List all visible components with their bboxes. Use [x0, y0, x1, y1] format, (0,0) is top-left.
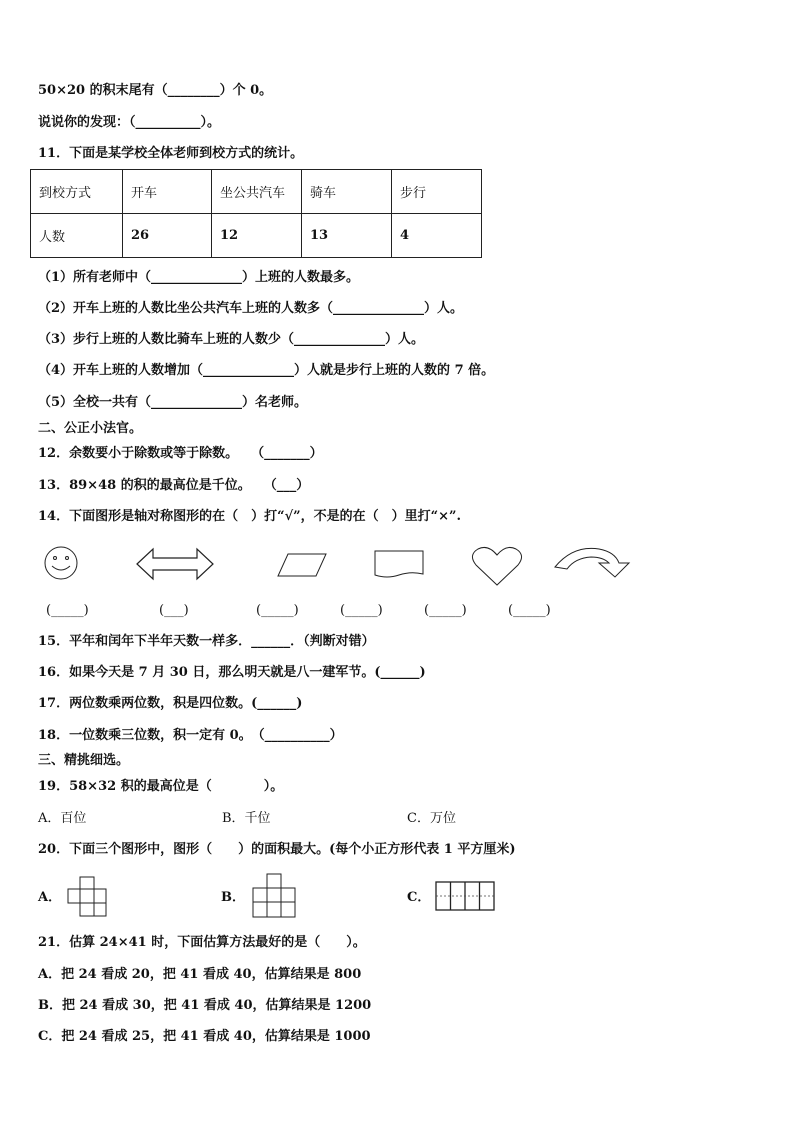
table-cell: 步行 — [392, 170, 482, 214]
q21-option-c[interactable]: C．把 24 看成 25，把 41 看成 40，估算结果是 1000 — [38, 1029, 371, 1044]
table-cell: 开车 — [123, 170, 212, 214]
q11-sub-3: （3）步行上班的人数比骑车上班的人数少（______________）人。 — [38, 332, 425, 347]
q20-option-a-label[interactable]: A． — [38, 890, 62, 905]
grid-figure-c — [434, 880, 498, 914]
table-cell: 26 — [123, 214, 212, 258]
q19-option-b[interactable]: B．千位 — [222, 811, 271, 826]
grid-figure-a — [66, 875, 110, 919]
q21-option-b[interactable]: B．把 24 看成 30，把 41 看成 40，估算结果是 1200 — [38, 998, 372, 1013]
q10-line-2: 说说你的发现：（__________）。 — [38, 115, 221, 130]
heart-figure — [470, 545, 524, 587]
smiley-face-figure — [40, 546, 82, 580]
table-cell: 到校方式 — [31, 170, 123, 214]
q14: 14．下面图形是轴对称图形的在（ ）打“√”，不是的在（ ）里打“×”. — [38, 509, 461, 524]
q15: 15．平年和闰年下半年天数一样多．______．（判断对错） — [38, 634, 375, 649]
q16: 16．如果今天是 7 月 30 日，那么明天就是八一建军节。(______) — [38, 665, 426, 680]
table-cell: 坐公共汽车 — [212, 170, 302, 214]
section-3-title: 三、精挑细选。 — [38, 753, 130, 768]
q19-option-a[interactable]: A．百位 — [38, 811, 87, 826]
q21: 21．估算 24×41 时，下面估算方法最好的是（ ）。 — [38, 935, 366, 950]
grid-figure-b — [251, 872, 299, 920]
q10-line-1: 50×20 的积末尾有（________）个 0。 — [38, 83, 273, 98]
table-cell: 4 — [392, 214, 482, 258]
section-2-title: 二、公正小法官。 — [38, 421, 143, 436]
table-cell: 13 — [302, 214, 392, 258]
q18: 18．一位数乘三位数，积一定有 0。 （__________） — [38, 728, 343, 743]
q13: 13．89×48 的积的最高位是千位。 （___） — [38, 478, 310, 493]
q11-sub-2: （2）开车上班的人数比坐公共汽车上班的人数多（______________）人。 — [38, 301, 464, 316]
table-header-row — [31, 170, 482, 214]
commute-stat-table — [30, 169, 482, 258]
parallelogram-figure — [276, 552, 328, 578]
table-cell: 人数 — [31, 214, 123, 258]
q19-option-c[interactable]: C．万位 — [407, 811, 456, 826]
q20-option-c-label[interactable]: C． — [407, 890, 431, 905]
q14-blank-6[interactable]: (_____) — [508, 603, 551, 618]
table-row — [31, 214, 482, 258]
wavy-rectangle-figure — [373, 549, 425, 579]
table-cell: 骑车 — [302, 170, 392, 214]
q14-blank-4[interactable]: (_____) — [340, 603, 383, 618]
double-arrow-figure — [135, 547, 215, 581]
q20: 20．下面三个图形中，图形（ ）的面积最大。(每个小正方形代表 1 平方厘米) — [38, 842, 516, 857]
table-cell: 12 — [212, 214, 302, 258]
curved-arrow-figure — [553, 543, 633, 579]
q21-option-a[interactable]: A．把 24 看成 20，把 41 看成 40，估算结果是 800 — [38, 967, 362, 982]
q19: 19．58×32 积的最高位是（ ）。 — [38, 779, 284, 794]
q14-blank-2[interactable]: (___) — [159, 603, 189, 618]
q11-title: 11．下面是某学校全体老师到校方式的统计。 — [38, 146, 304, 161]
q12: 12．余数要小于除数或等于除数。 （_______） — [38, 446, 323, 461]
q14-blank-5[interactable]: (_____) — [424, 603, 467, 618]
q20-option-b-label[interactable]: B． — [221, 890, 245, 905]
q14-blank-1[interactable]: (_____) — [46, 603, 89, 618]
q11-sub-4: （4）开车上班的人数增加（______________）人就是步行上班的人数的 7 倍。 — [38, 363, 495, 378]
q11-sub-5: （5）全校一共有（______________）名老师。 — [38, 395, 308, 410]
q11-sub-1: （1）所有老师中（______________）上班的人数最多。 — [38, 270, 360, 285]
q14-blank-3[interactable]: (_____) — [256, 603, 299, 618]
q17: 17．两位数乘两位数，积是四位数。(______) — [38, 696, 303, 711]
